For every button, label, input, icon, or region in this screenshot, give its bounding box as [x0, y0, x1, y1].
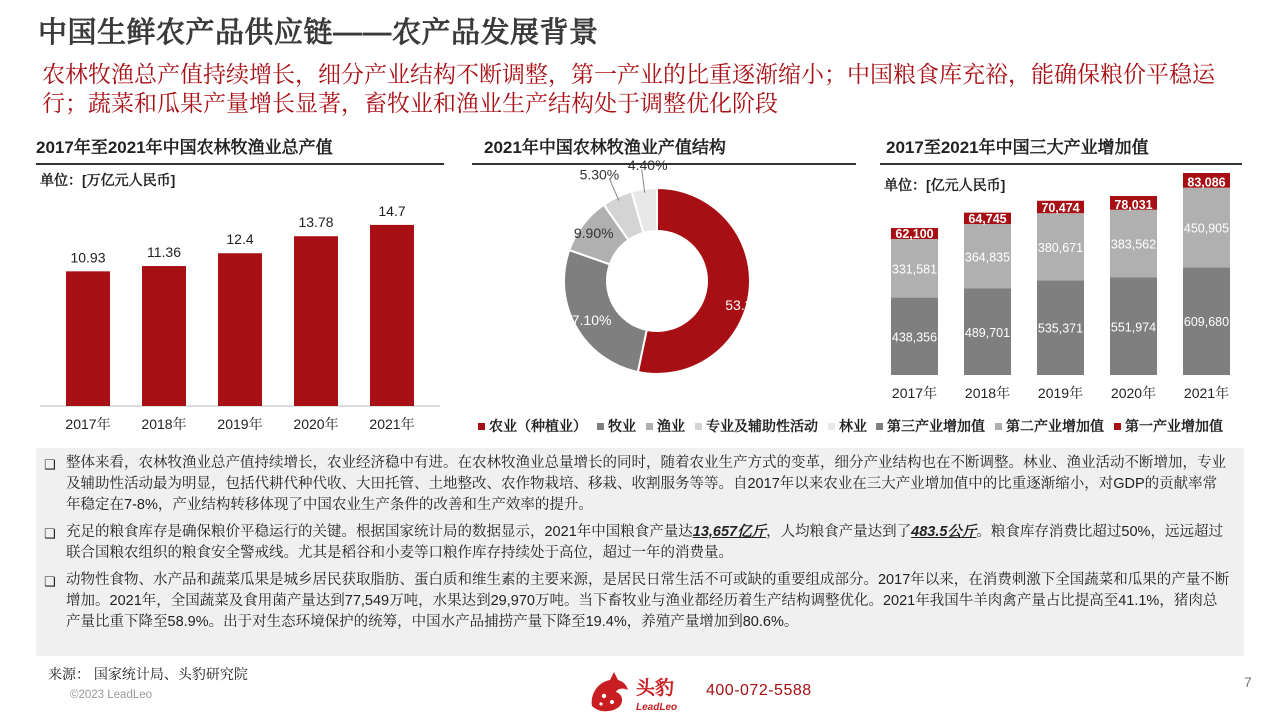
- paragraph-2-part-a: 充足的粮食库存是确保粮价平稳运行的关键。根据国家统计局的数据显示，2021年中国粮食产量达: [66, 524, 693, 540]
- legend-label: 第二产业增加值: [1006, 418, 1104, 434]
- bullet-icon: ❑: [44, 574, 56, 589]
- legend-swatch: [695, 423, 702, 430]
- legend-swatch: [828, 423, 835, 430]
- summary-text-box: [36, 448, 1244, 656]
- legend-swatch: [876, 423, 883, 430]
- x-tick-label: 2021年: [1183, 385, 1230, 401]
- paragraph-2-part-b: ，人均粮食产量达到了: [766, 524, 912, 540]
- bar-value-label: 14.7: [378, 202, 406, 219]
- segment-value-label: 364,835: [964, 250, 1011, 265]
- segment-value-label: 551,974: [1110, 320, 1157, 335]
- chart2-title: 2021年中国农林牧渔业产值结构: [472, 133, 856, 165]
- x-tick-label: 2017年: [65, 416, 111, 432]
- grain-output-highlight: 13,657亿斤: [692, 524, 767, 540]
- chart2-legend: [478, 416, 867, 436]
- legend-item: [1114, 416, 1223, 436]
- bar-2020年: [294, 236, 338, 406]
- legend-label: 渔业: [657, 418, 685, 434]
- leadleo-logo: [588, 668, 698, 716]
- paragraph-2-part-c: 。粮食库存消费比超过50%，远远超过联合国粮农组织的粮食安全警戒线。尤其是稻谷和小麦等口粮作库存持续处于高位，超过一年的消费量。: [66, 524, 1223, 561]
- legend-swatch: [1114, 423, 1121, 430]
- page-title: 中国生鲜农产品供应链——农产品发展背景: [38, 17, 599, 49]
- paragraph-2-text: [66, 522, 1230, 564]
- x-tick-label: 2017年: [891, 385, 938, 401]
- legend-item: [876, 416, 985, 436]
- logo-en-text: LeadLeo: [636, 702, 678, 713]
- chart1-title: 2017年至2021年中国农林牧渔业总产值: [36, 133, 444, 165]
- segment-value-label: 70,474: [1041, 201, 1080, 216]
- x-tick-label: 2018年: [141, 416, 187, 432]
- industry-value-added-stacked-chart: [876, 165, 1246, 410]
- x-tick-label: 2020年: [1110, 385, 1157, 401]
- chart3-title: 2017至2021年中国三大产业增加值: [880, 133, 1242, 165]
- x-tick-label: 2018年: [964, 385, 1011, 401]
- bullet-icon: ❑: [44, 457, 56, 472]
- copyright: ©2023 LeadLeo: [70, 689, 153, 701]
- paragraph-2: [44, 522, 1230, 564]
- segment-value-label: 62,100: [895, 227, 934, 242]
- x-tick-label: 2019年: [1037, 385, 1084, 401]
- bar-2017年: [66, 271, 110, 406]
- legend-item: [478, 416, 587, 436]
- page-subtitle: 农林牧渔总产值持续增长，细分产业结构不断调整，第一产业的比重逐渐缩小；中国粮食库充裕，能确保粮价平稳运行；蔬菜和瓜果产量增长显著，畜牧业和渔业生产结构处于调整优化阶段: [42, 61, 1215, 116]
- legend-swatch: [646, 423, 653, 430]
- legend-label: 农业（种植业）: [489, 418, 587, 434]
- bar-value-label: 12.4: [226, 231, 254, 248]
- chart1-unit: 单位：[万亿元人民币]: [40, 172, 176, 188]
- x-tick-label: 2021年: [369, 416, 415, 432]
- total-output-bar-chart: [36, 168, 446, 436]
- legend-swatch: [478, 423, 485, 430]
- x-tick-label: 2020年: [293, 416, 339, 432]
- legend-label: 牧业: [608, 418, 636, 434]
- legend-swatch: [597, 423, 604, 430]
- legend-label: 第三产业增加值: [887, 418, 985, 434]
- segment-value-label: 489,701: [964, 325, 1011, 340]
- paragraph-1: [44, 453, 1230, 516]
- legend-item: [995, 416, 1104, 436]
- chart3-legend: [876, 416, 1223, 436]
- contact-phone: 400-072-5588: [706, 682, 812, 699]
- source-note: 来源： 国家统计局、头豹研究院: [48, 666, 248, 682]
- legend-label: 第一产业增加值: [1125, 418, 1223, 434]
- legend-item: [597, 416, 636, 436]
- segment-value-label: 450,905: [1183, 221, 1230, 236]
- legend-item: [828, 416, 867, 436]
- legend-swatch: [995, 423, 1002, 430]
- segment-value-label: 535,371: [1037, 321, 1084, 336]
- bullet-icon: ❑: [44, 526, 56, 541]
- paragraph-1-text: 整体来看，农林牧渔业总产值持续增长，农业经济稳中有进。在农林牧渔业总量增长的同时，随着农业生产方式的变革，细分产业结构也在不断调整。林业、渔业活动不断增加，专业及辅助性活动最为明显，包括代耕代种代收、大田托管、土地整改、农作物栽培、移栽、收割服务等等。自2017年以来农业在三大产业增加值中的比重逐渐缩小，对GDP的贡献率常年稳定在7-8%，产业结构转移体现了中国农业生产条件的改善和生产效率的提升。: [66, 455, 1226, 513]
- legend-item: [646, 416, 685, 436]
- logo-cn-text: 头豹: [636, 678, 675, 699]
- segment-value-label: 83,086: [1187, 175, 1226, 190]
- slice-label: 4.40%: [627, 157, 668, 174]
- slice-label: 5.30%: [579, 166, 620, 183]
- segment-value-label: 438,356: [891, 330, 938, 345]
- bar-2019年: [218, 253, 262, 406]
- bar-value-label: 11.36: [147, 244, 181, 261]
- segment-value-label: 609,680: [1183, 315, 1230, 330]
- leopard-icon: [592, 672, 628, 711]
- page-number: 7: [1244, 674, 1252, 690]
- legend-label: 专业及辅助性活动: [706, 418, 818, 434]
- per-capita-grain-highlight: 483.5公斤: [911, 524, 977, 540]
- segment-value-label: 380,671: [1037, 240, 1084, 255]
- bar-2018年: [142, 266, 186, 406]
- segment-value-label: 383,562: [1110, 237, 1157, 252]
- legend-label: 林业: [839, 418, 867, 434]
- output-structure-donut-chart: [472, 157, 856, 413]
- bar-value-label: 13.78: [298, 214, 334, 231]
- bar-2021年: [370, 225, 414, 406]
- x-tick-label: 2019年: [217, 416, 263, 432]
- paragraph-3-text: 动物性食物、水产品和蔬菜瓜果是城乡居民获取脂肪、蛋白质和维生素的主要来源，是居民日常生活不可或缺的重要组成部分。2017年以来，在消费刺激下全国蔬菜和瓜果的产量不断增加。2021年，全国蔬菜及食用菌产量达到77,549万吨，水果达到29,970万吨。当下畜牧业与渔业都经历着生产结构调整优化。2021年我国牛羊肉禽产量占比提高至41.1%，猪肉总产量比重下降至58.9%。出于对生态环境保护的统筹，中国水产品捕捞产量下降至19.4%，养殖产量增加到80.6%。: [66, 572, 1230, 630]
- slice-label: 9.90%: [573, 224, 614, 241]
- segment-value-label: 64,745: [968, 212, 1007, 227]
- segment-value-label: 331,581: [891, 262, 938, 277]
- slice-label: 27.10%: [563, 311, 612, 328]
- segment-value-label: 78,031: [1114, 197, 1153, 212]
- bar-value-label: 10.93: [70, 249, 106, 266]
- paragraph-3: [44, 570, 1230, 633]
- chart3-unit: 单位：[亿元人民币]: [884, 177, 1006, 193]
- legend-item: [695, 416, 818, 436]
- slice-label: 53.30%: [725, 297, 773, 313]
